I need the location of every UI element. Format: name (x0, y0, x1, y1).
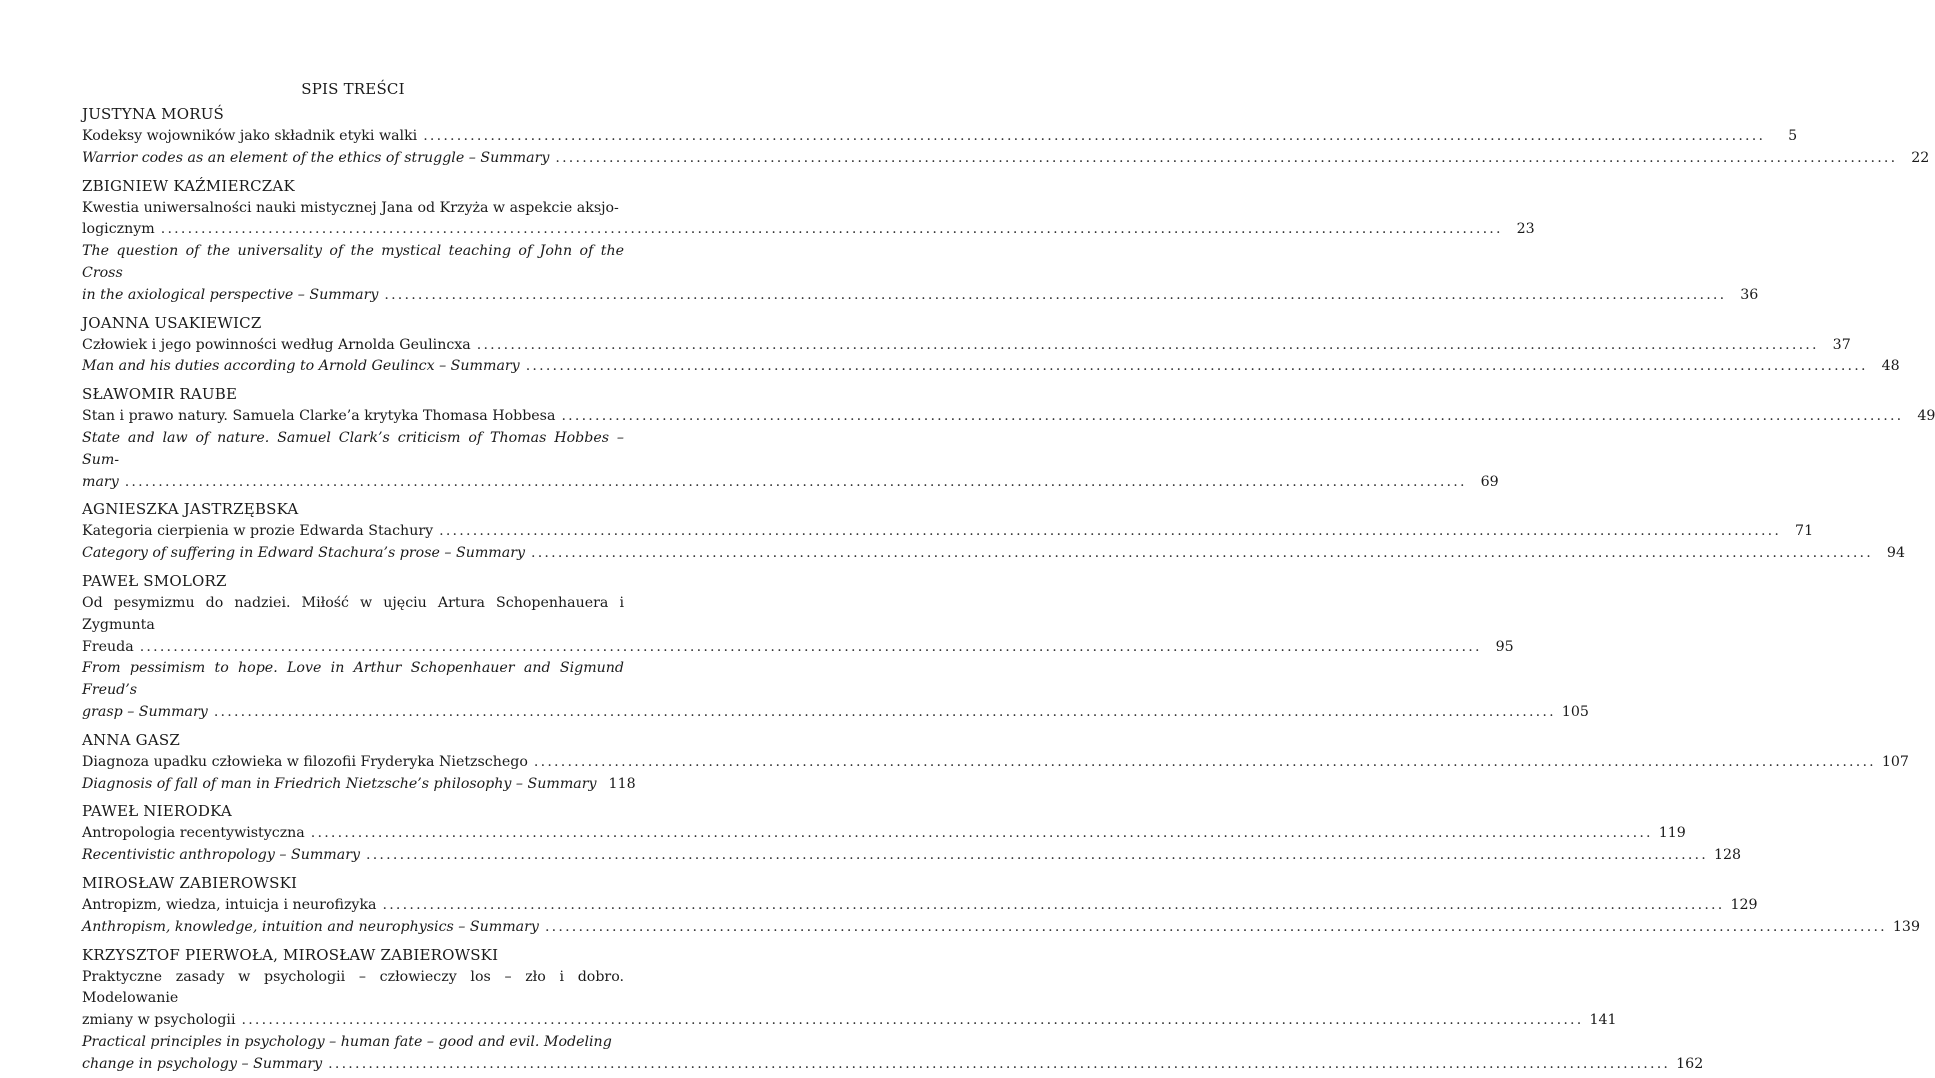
summary-entry (82, 845, 1742, 867)
author-name: SŁAWOMIR RAUBE (82, 385, 238, 404)
entry-title-line: From pessimism to hope. Love in Arthur Schopenhauer and Sigmund Freud’s (82, 660, 624, 699)
summary-entry (82, 148, 1930, 170)
article-entry (82, 335, 1851, 357)
page-number: 94 (1886, 545, 1905, 562)
toc-section (82, 945, 1704, 1076)
toc-section (82, 500, 1905, 565)
summary-entry (82, 774, 636, 796)
article-entry (82, 593, 1514, 658)
entry-title-line: Antropizm, wiedza, intuicja i neurofizyka (82, 896, 377, 913)
toc-section (82, 385, 1935, 493)
entry-title-line: Kodeksy wojowników jako składnik etyki walki (82, 128, 418, 144)
dot-leader: ........................................................................................................................................................................................................ (124, 473, 1467, 490)
author-name: ANNA GASZ (82, 730, 180, 749)
page-number: 36 (1740, 286, 1759, 303)
page-number: 105 (1561, 703, 1589, 720)
entry-title-line: Antropologia recentywistyczna (82, 825, 305, 842)
article-entry (82, 752, 1909, 774)
entry-title-line: Practical principles in psychology – human fate – good and evil. Modeling (82, 1033, 612, 1050)
toc-section (82, 105, 1930, 170)
toc-list (82, 105, 1935, 1076)
author-name: AGNIESZKA JASTRZĘBSKA (82, 500, 299, 519)
entry-title-line: Stan i prawo natury. Samuela Clarke’a krytyka Thomasa Hobbesa (82, 408, 556, 425)
entry-title-line: Category of suffering in Edward Stachura’s prose – Summary (82, 545, 526, 562)
entry-title-line: The question of the universality of the mystical teaching of John of the Cross (82, 243, 624, 281)
toc-section (82, 313, 1900, 379)
summary-entry (82, 356, 1900, 378)
table-of-contents (82, 80, 1935, 1078)
article-entry (82, 406, 1935, 428)
dot-leader: ........................................................................................................................................................................................................ (310, 825, 1653, 842)
page-number: 128 (1713, 847, 1742, 864)
page-title: SPIS TREŚCI (301, 80, 405, 98)
entry-title-line: State and law of nature. Samuel Clark’s criticism of Thomas Hobbes – Sum- (82, 429, 624, 468)
page-number: 141 (1589, 1012, 1617, 1029)
author-name: JUSTYNA MORUŚ (82, 105, 225, 123)
toc-section (82, 176, 1759, 307)
dot-leader: ........................................................................................................................................................................................................ (476, 336, 1819, 353)
dot-leader: ........................................................................................................................................................................................................ (213, 703, 1556, 720)
toc-section (82, 873, 1920, 939)
dot-leader: ........................................................................................................................................................................................................ (384, 286, 1727, 303)
dot-leader: ........................................................................................................................................................................................................ (366, 847, 1708, 864)
page-number: 107 (1881, 753, 1909, 770)
article-entry (82, 126, 1798, 148)
dot-leader: ........................................................................................................................................................................................................ (533, 753, 1876, 770)
entry-title-line: logicznym (82, 221, 155, 238)
summary-entry (82, 917, 1920, 939)
author-name: KRZYSZTOF PIERWOŁA, MIROSŁAW ZABIEROWSKI (82, 945, 499, 964)
page-number: 139 (1892, 918, 1920, 935)
author-name: JOANNA USAKIEWICZ (82, 313, 262, 332)
article-entry (82, 823, 1686, 845)
entry-title-line: Anthropism, knowledge, intuition and neurophysics – Summary (82, 918, 539, 935)
entry-title-line: in the axiological perspective – Summary (82, 286, 379, 303)
page-number: 5 (1788, 128, 1798, 144)
article-entry (82, 198, 1535, 242)
dot-leader: ........................................................................................................................................................................................................ (439, 523, 1782, 540)
dot-leader: ........................................................................................................................................................................................................ (544, 918, 1887, 935)
summary-entry (82, 1032, 1704, 1076)
page-number: 48 (1881, 358, 1900, 375)
summary-entry (82, 428, 1499, 493)
toc-section (82, 730, 1909, 796)
entry-title-line: Recentivistic anthropology – Summary (82, 847, 361, 864)
toc-section (82, 802, 1742, 867)
page-number: 23 (1516, 221, 1535, 238)
dot-leader: ........................................................................................................................................................................................................ (525, 358, 1868, 375)
article-entry (82, 895, 1758, 917)
summary-entry (82, 543, 1905, 565)
page-number: 119 (1658, 825, 1686, 842)
entry-title-line: Kwestia uniwersalności nauki mistycznej Jana od Krzyża w aspekcie aksjo- (82, 199, 619, 216)
entry-title-line: Man and his duties according to Arnold Geulincx – Summary (82, 358, 520, 375)
page-number: 22 (1911, 149, 1930, 166)
dot-leader: ........................................................................................................................................................................................................ (561, 408, 1904, 425)
author-name: MIROSŁAW ZABIEROWSKI (82, 873, 298, 892)
entry-title-line: Człowiek i jego powinności według Arnolda Geulincxa (82, 336, 471, 353)
entry-title-line: Od pesymizmu do nadziei. Miłość w ujęciu Artura Schopenhauera i Zygmunta (82, 594, 624, 633)
author-name: ZBIGNIEW KAŹMIERCZAK (82, 176, 295, 195)
article-entry (82, 521, 1814, 543)
summary-entry (82, 658, 1589, 723)
entry-title-line: Praktyczne zasady w psychologii – człowieczy los – zło i dobro. Modelowanie (82, 968, 624, 1007)
dot-leader: ........................................................................................................................................................................................................ (328, 1055, 1671, 1072)
page-number: 71 (1795, 523, 1814, 540)
article-entry (82, 967, 1617, 1032)
page-number: 95 (1495, 638, 1514, 655)
entry-title-line: zmiany w psychologii (82, 1012, 236, 1029)
page-number: 129 (1730, 896, 1758, 913)
toc-section (82, 571, 1589, 724)
entry-title-line: Diagnoza upadku człowieka w filozofii Fryderyka Nietzschego (82, 753, 528, 770)
entry-title-line: Kategoria cierpienia w prozie Edwarda Stachury (82, 523, 434, 540)
page-number: 37 (1832, 336, 1851, 353)
entry-title-line: Warrior codes as an element of the ethics of struggle – Summary (82, 149, 550, 166)
entry-title-line: Freuda (82, 638, 134, 655)
entry-title-line: Diagnosis of fall of man in Friedrich Nietzsche’s philosophy – Summary (82, 775, 597, 792)
entry-title-line: mary (82, 473, 119, 490)
author-name: PAWEŁ NIERODKA (82, 802, 232, 821)
dot-leader: ........................................................................................................................................................................................................ (531, 545, 1873, 562)
page-number: 118 (608, 775, 636, 792)
dot-leader: ........................................................................................................................................................................................................ (241, 1012, 1584, 1029)
dot-leader: ........................................................................................................................................................................................................ (139, 638, 1482, 655)
entry-title-line: change in psychology – Summary (82, 1055, 323, 1072)
dot-leader: ........................................................................................................................................................................................................ (423, 128, 1766, 144)
summary-entry (82, 241, 1759, 306)
dot-leader: ........................................................................................................................................................................................................ (555, 149, 1898, 166)
dot-leader: ........................................................................................................................................................................................................ (160, 221, 1503, 238)
author-name: PAWEŁ SMOLORZ (82, 571, 227, 590)
dot-leader: ........................................................................................................................................................................................................ (382, 896, 1725, 913)
page-number: 49 (1917, 408, 1935, 425)
entry-title-line: grasp – Summary (82, 703, 208, 720)
page-number: 162 (1676, 1055, 1704, 1072)
page-number: 69 (1480, 473, 1499, 490)
